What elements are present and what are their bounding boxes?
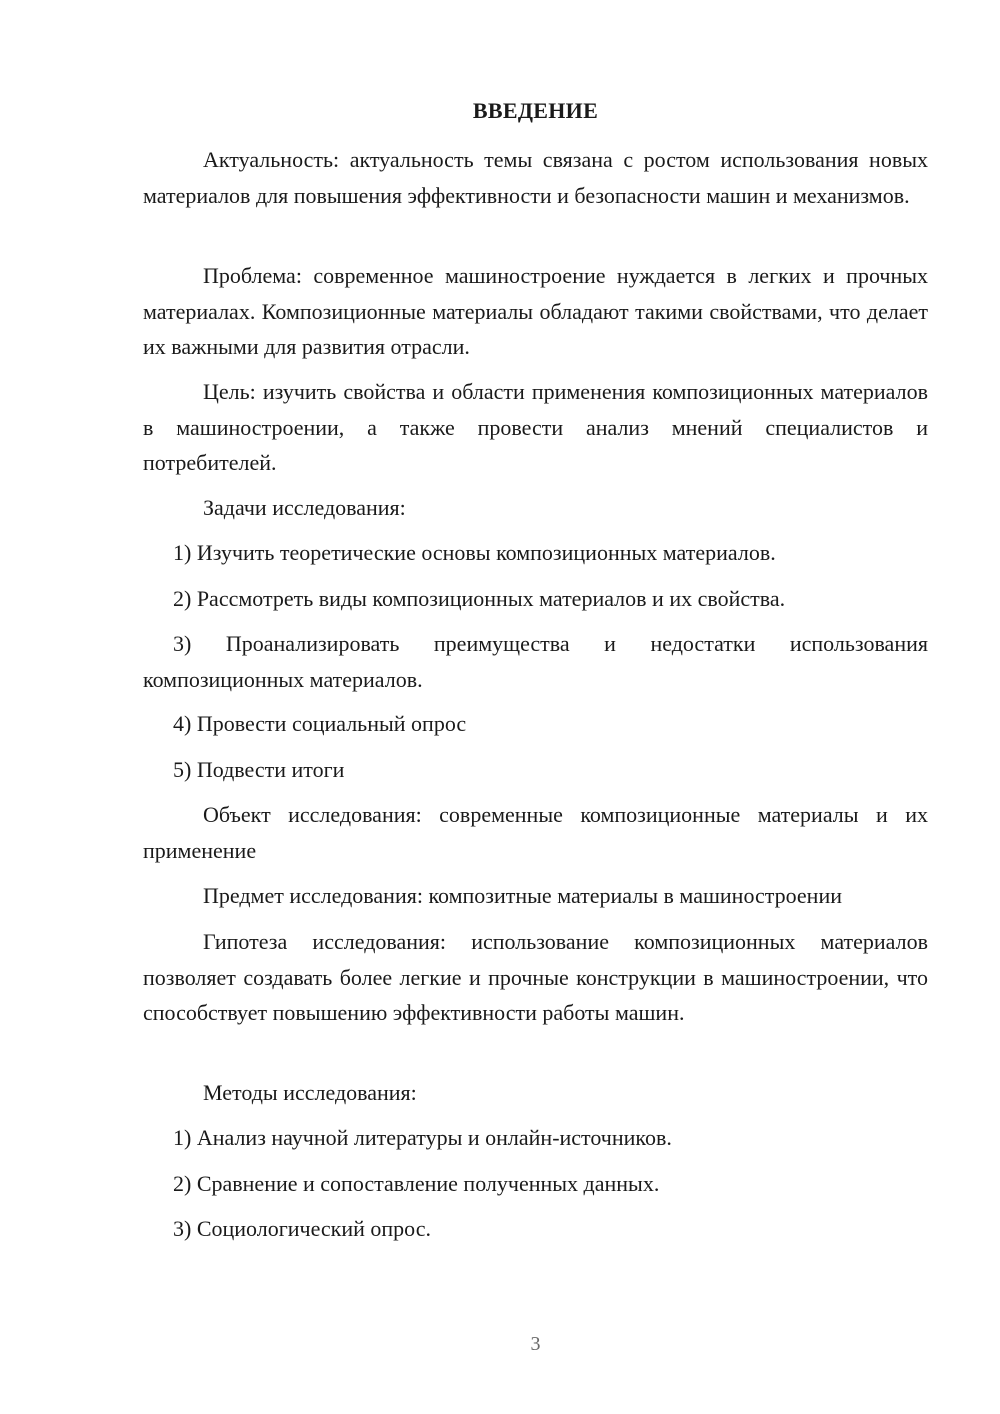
method-item-3: 3) Социологический опрос. bbox=[173, 1216, 431, 1241]
problem-paragraph: Проблема: современное машиностроение нуждается в легких и прочных материалах. Композиционные материалы обладают такими свойствами, что делает их важными для развития отрасли. bbox=[143, 263, 928, 359]
document-page bbox=[143, 0, 928, 1414]
page-number: 3 bbox=[530, 1333, 541, 1355]
tasks-title: Задачи исследования: bbox=[203, 495, 406, 520]
goal-paragraph: Цель: изучить свойства и области применения композиционных материалов в машиностроении, а также провести анализ мнений специалистов и потребителей. bbox=[143, 379, 928, 475]
subject-paragraph: Предмет исследования: композитные материалы в машиностроении bbox=[203, 883, 842, 908]
relevance-paragraph: Актуальность: актуальность темы связана с ростом использования новых материалов для повышения эффективности и безопасности машин и механизмов. bbox=[143, 147, 928, 208]
hypothesis-paragraph: Гипотеза исследования: использование композиционных материалов позволяет создавать более легкие и прочные конструкции в машиностроении, что способствует повышению эффективности работы машин. bbox=[143, 929, 928, 1025]
object-paragraph: Объект исследования: современные композиционные материалы и их применение bbox=[143, 802, 928, 863]
task-item-4: 4) Провести социальный опрос bbox=[173, 711, 467, 736]
task-item-2: 2) Рассмотреть виды композиционных материалов и их свойства. bbox=[173, 586, 786, 611]
methods-title: Методы исследования: bbox=[203, 1080, 417, 1105]
method-item-1: 1) Анализ научной литературы и онлайн-источников. bbox=[173, 1125, 672, 1150]
task-item-5: 5) Подвести итоги bbox=[173, 757, 345, 782]
task-item-1: 1) Изучить теоретические основы композиционных материалов. bbox=[173, 540, 776, 565]
task-item-3: 3) Проанализировать преимущества и недостатки использования композиционных материалов. bbox=[143, 631, 928, 692]
method-item-2: 2) Сравнение и сопоставление полученных данных. bbox=[173, 1171, 660, 1196]
page-title: ВВЕДЕНИЕ bbox=[472, 98, 599, 123]
